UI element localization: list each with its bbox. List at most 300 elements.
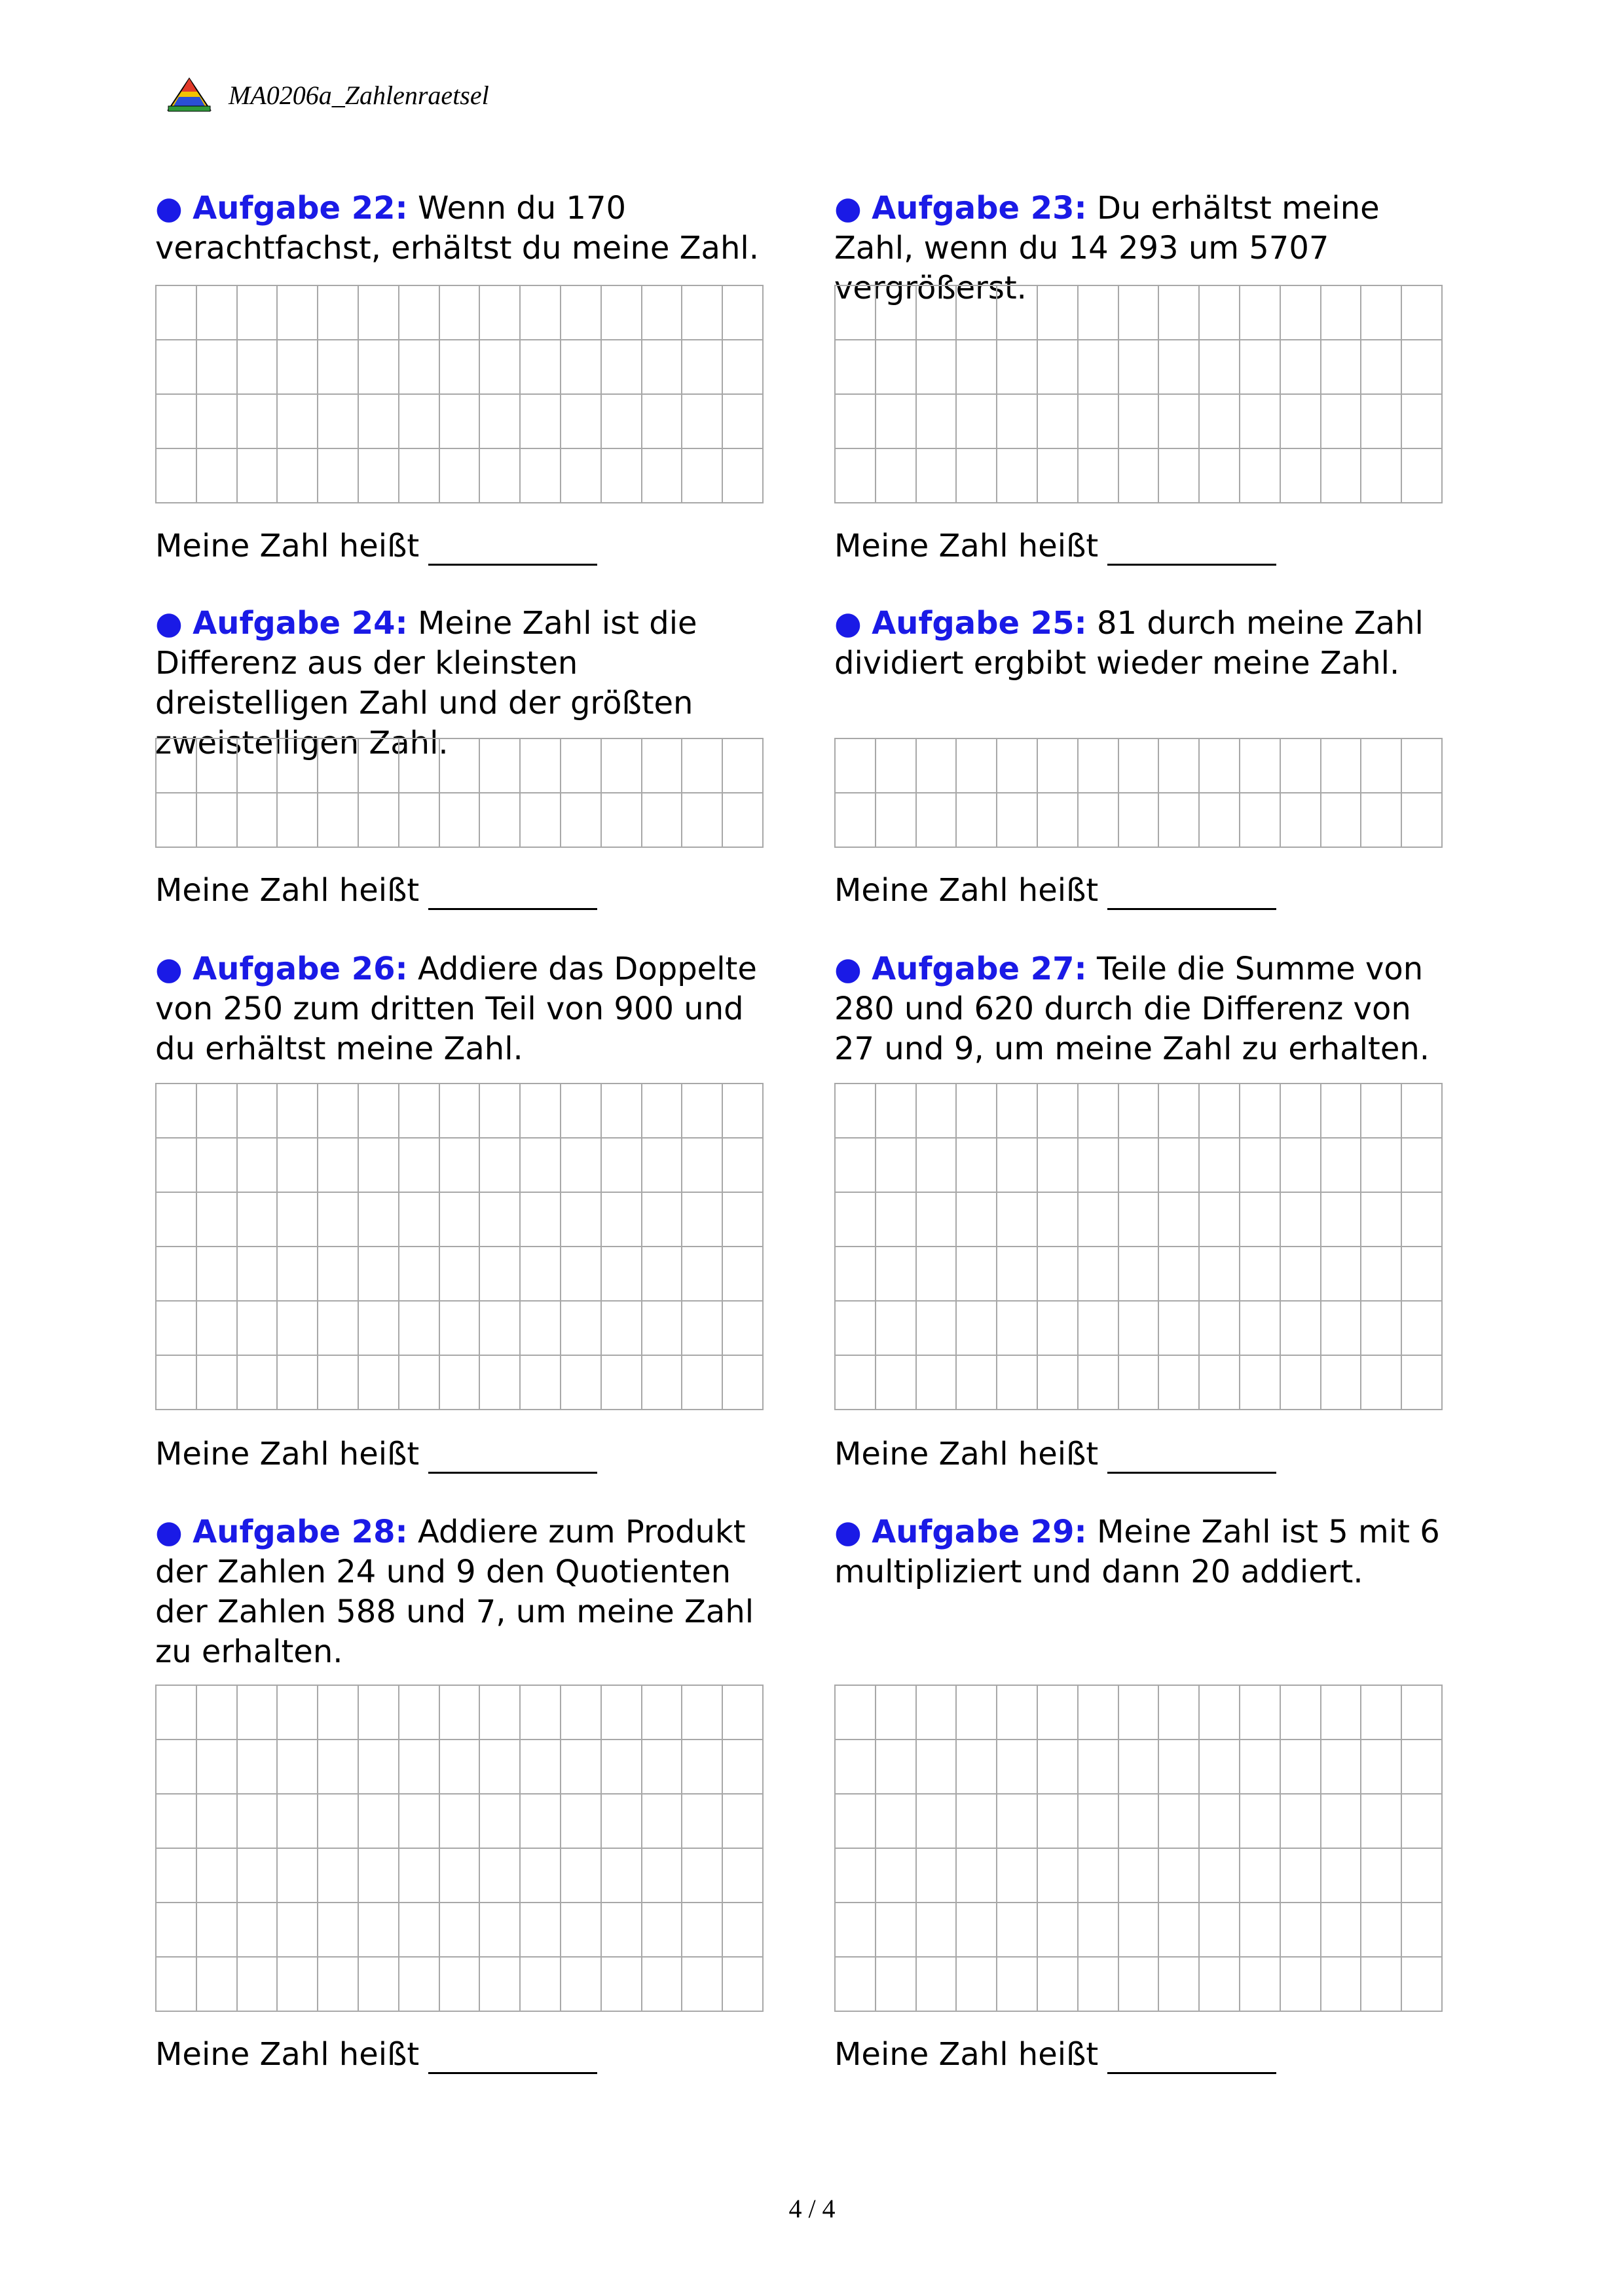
grid-cell[interactable] — [1321, 286, 1362, 340]
grid-cell[interactable] — [480, 1849, 521, 1903]
grid-cell[interactable] — [1281, 449, 1321, 503]
grid-cell[interactable] — [1079, 1302, 1119, 1356]
grid-cell[interactable] — [157, 1903, 197, 1958]
grid-cell[interactable] — [1361, 1795, 1402, 1849]
grid-cell[interactable] — [917, 395, 957, 449]
grid-cell[interactable] — [723, 1084, 764, 1139]
grid-cell[interactable] — [1038, 340, 1079, 395]
grid-cell[interactable] — [1240, 1686, 1281, 1740]
grid-cell[interactable] — [197, 1849, 238, 1903]
grid-cell[interactable] — [602, 1356, 642, 1410]
grid-cell[interactable] — [480, 1795, 521, 1849]
grid-cell[interactable] — [278, 449, 318, 503]
grid-cell[interactable] — [836, 1740, 876, 1795]
grid-cell[interactable] — [723, 1958, 764, 2012]
grid-cell[interactable] — [1119, 1958, 1160, 2012]
grid-cell[interactable] — [723, 1247, 764, 1302]
answer-grid-23[interactable] — [834, 285, 1443, 503]
grid-cell[interactable] — [1079, 340, 1119, 395]
grid-cell[interactable] — [1361, 1686, 1402, 1740]
grid-cell[interactable] — [997, 1795, 1038, 1849]
grid-cell[interactable] — [836, 1139, 876, 1193]
grid-cell[interactable] — [723, 1903, 764, 1958]
grid-cell[interactable] — [521, 449, 561, 503]
grid-cell[interactable] — [957, 793, 997, 848]
grid-cell[interactable] — [480, 1686, 521, 1740]
grid-cell[interactable] — [561, 449, 602, 503]
grid-cell[interactable] — [480, 1139, 521, 1193]
grid-cell[interactable] — [1361, 1356, 1402, 1410]
grid-cell[interactable] — [1079, 1686, 1119, 1740]
grid-cell[interactable] — [1119, 1193, 1160, 1247]
grid-cell[interactable] — [682, 340, 723, 395]
grid-cell[interactable] — [521, 1795, 561, 1849]
grid-cell[interactable] — [1321, 1193, 1362, 1247]
grid-cell[interactable] — [1159, 1356, 1200, 1410]
grid-cell[interactable] — [1402, 1740, 1443, 1795]
grid-cell[interactable] — [399, 1302, 440, 1356]
grid-cell[interactable] — [876, 1139, 917, 1193]
grid-cell[interactable] — [278, 1740, 318, 1795]
grid-cell[interactable] — [1402, 1849, 1443, 1903]
grid-cell[interactable] — [602, 1302, 642, 1356]
grid-cell[interactable] — [278, 1686, 318, 1740]
grid-cell[interactable] — [318, 1903, 359, 1958]
grid-cell[interactable] — [197, 1302, 238, 1356]
grid-cell[interactable] — [440, 1795, 481, 1849]
grid-cell[interactable] — [1038, 1084, 1079, 1139]
grid-cell[interactable] — [1240, 793, 1281, 848]
grid-cell[interactable] — [238, 739, 278, 793]
grid-cell[interactable] — [876, 1084, 917, 1139]
grid-cell[interactable] — [1200, 1193, 1240, 1247]
grid-cell[interactable] — [238, 1849, 278, 1903]
grid-cell[interactable] — [997, 739, 1038, 793]
grid-cell[interactable] — [1200, 340, 1240, 395]
grid-cell[interactable] — [521, 1686, 561, 1740]
grid-cell[interactable] — [238, 1302, 278, 1356]
grid-cell[interactable] — [917, 1849, 957, 1903]
grid-cell[interactable] — [399, 1958, 440, 2012]
grid-cell[interactable] — [836, 1356, 876, 1410]
grid-cell[interactable] — [1281, 1849, 1321, 1903]
grid-cell[interactable] — [836, 340, 876, 395]
grid-cell[interactable] — [1240, 739, 1281, 793]
grid-cell[interactable] — [642, 1356, 683, 1410]
grid-cell[interactable] — [642, 1903, 683, 1958]
grid-cell[interactable] — [1038, 1740, 1079, 1795]
grid-cell[interactable] — [197, 1795, 238, 1849]
grid-cell[interactable] — [997, 449, 1038, 503]
grid-cell[interactable] — [561, 1849, 602, 1903]
grid-cell[interactable] — [521, 1247, 561, 1302]
grid-cell[interactable] — [876, 286, 917, 340]
grid-cell[interactable] — [997, 1849, 1038, 1903]
grid-cell[interactable] — [440, 739, 481, 793]
grid-cell[interactable] — [1159, 1686, 1200, 1740]
grid-cell[interactable] — [642, 1740, 683, 1795]
grid-cell[interactable] — [157, 739, 197, 793]
grid-cell[interactable] — [1200, 1849, 1240, 1903]
grid-cell[interactable] — [1200, 1356, 1240, 1410]
grid-cell[interactable] — [561, 1302, 602, 1356]
grid-cell[interactable] — [957, 1903, 997, 1958]
grid-cell[interactable] — [917, 1958, 957, 2012]
grid-cell[interactable] — [723, 1795, 764, 1849]
grid-cell[interactable] — [1321, 340, 1362, 395]
grid-cell[interactable] — [642, 1139, 683, 1193]
grid-cell[interactable] — [1119, 793, 1160, 848]
grid-cell[interactable] — [480, 340, 521, 395]
grid-cell[interactable] — [1321, 793, 1362, 848]
grid-cell[interactable] — [917, 1139, 957, 1193]
grid-cell[interactable] — [1200, 1686, 1240, 1740]
grid-cell[interactable] — [1079, 793, 1119, 848]
grid-cell[interactable] — [1200, 1302, 1240, 1356]
grid-cell[interactable] — [1038, 1849, 1079, 1903]
grid-cell[interactable] — [1159, 1795, 1200, 1849]
grid-cell[interactable] — [1402, 1686, 1443, 1740]
grid-cell[interactable] — [1321, 1686, 1362, 1740]
grid-cell[interactable] — [359, 449, 399, 503]
grid-cell[interactable] — [682, 1795, 723, 1849]
grid-cell[interactable] — [917, 1740, 957, 1795]
grid-cell[interactable] — [561, 1193, 602, 1247]
grid-cell[interactable] — [1119, 449, 1160, 503]
grid-cell[interactable] — [1361, 739, 1402, 793]
grid-cell[interactable] — [318, 1302, 359, 1356]
grid-cell[interactable] — [1038, 1247, 1079, 1302]
grid-cell[interactable] — [1281, 1139, 1321, 1193]
grid-cell[interactable] — [682, 1302, 723, 1356]
grid-cell[interactable] — [642, 1247, 683, 1302]
grid-cell[interactable] — [521, 739, 561, 793]
grid-cell[interactable] — [197, 395, 238, 449]
grid-cell[interactable] — [561, 1903, 602, 1958]
answer-grid-22[interactable] — [155, 285, 764, 503]
grid-cell[interactable] — [836, 1247, 876, 1302]
grid-cell[interactable] — [480, 449, 521, 503]
grid-cell[interactable] — [1361, 1849, 1402, 1903]
grid-cell[interactable] — [238, 1795, 278, 1849]
grid-cell[interactable] — [1119, 395, 1160, 449]
grid-cell[interactable] — [602, 1958, 642, 2012]
grid-cell[interactable] — [917, 1084, 957, 1139]
grid-cell[interactable] — [1281, 286, 1321, 340]
grid-cell[interactable] — [1240, 449, 1281, 503]
grid-cell[interactable] — [157, 449, 197, 503]
grid-cell[interactable] — [278, 1795, 318, 1849]
grid-cell[interactable] — [1159, 449, 1200, 503]
grid-cell[interactable] — [917, 793, 957, 848]
grid-cell[interactable] — [521, 1903, 561, 1958]
grid-cell[interactable] — [1321, 1084, 1362, 1139]
grid-cell[interactable] — [1361, 449, 1402, 503]
grid-cell[interactable] — [876, 395, 917, 449]
grid-cell[interactable] — [1159, 1740, 1200, 1795]
grid-cell[interactable] — [602, 1849, 642, 1903]
grid-cell[interactable] — [1200, 739, 1240, 793]
grid-cell[interactable] — [1402, 1139, 1443, 1193]
grid-cell[interactable] — [997, 286, 1038, 340]
grid-cell[interactable] — [723, 1849, 764, 1903]
grid-cell[interactable] — [1038, 1958, 1079, 2012]
grid-cell[interactable] — [876, 1795, 917, 1849]
grid-cell[interactable] — [1402, 395, 1443, 449]
grid-cell[interactable] — [642, 1795, 683, 1849]
grid-cell[interactable] — [238, 1139, 278, 1193]
grid-cell[interactable] — [318, 1247, 359, 1302]
grid-cell[interactable] — [238, 449, 278, 503]
grid-cell[interactable] — [1159, 1849, 1200, 1903]
grid-cell[interactable] — [521, 793, 561, 848]
grid-cell[interactable] — [1200, 1247, 1240, 1302]
grid-cell[interactable] — [278, 1958, 318, 2012]
grid-cell[interactable] — [1281, 1084, 1321, 1139]
grid-cell[interactable] — [1200, 1084, 1240, 1139]
grid-cell[interactable] — [318, 1740, 359, 1795]
grid-cell[interactable] — [480, 1084, 521, 1139]
grid-cell[interactable] — [480, 286, 521, 340]
grid-cell[interactable] — [197, 1740, 238, 1795]
grid-cell[interactable] — [1079, 1903, 1119, 1958]
grid-cell[interactable] — [399, 1084, 440, 1139]
grid-cell[interactable] — [957, 395, 997, 449]
grid-cell[interactable] — [480, 793, 521, 848]
grid-cell[interactable] — [917, 1795, 957, 1849]
answer-grid-26[interactable] — [155, 1083, 764, 1410]
grid-cell[interactable] — [399, 739, 440, 793]
grid-cell[interactable] — [876, 1247, 917, 1302]
answer-blank[interactable] — [1107, 879, 1276, 910]
grid-cell[interactable] — [1079, 1795, 1119, 1849]
grid-cell[interactable] — [197, 1193, 238, 1247]
grid-cell[interactable] — [1240, 1795, 1281, 1849]
grid-cell[interactable] — [642, 1193, 683, 1247]
grid-cell[interactable] — [1240, 340, 1281, 395]
grid-cell[interactable] — [602, 1795, 642, 1849]
grid-cell[interactable] — [723, 1356, 764, 1410]
grid-cell[interactable] — [480, 1247, 521, 1302]
grid-cell[interactable] — [997, 1193, 1038, 1247]
grid-cell[interactable] — [1361, 1193, 1402, 1247]
grid-cell[interactable] — [997, 1740, 1038, 1795]
grid-cell[interactable] — [642, 793, 683, 848]
grid-cell[interactable] — [157, 1302, 197, 1356]
grid-cell[interactable] — [1240, 1903, 1281, 1958]
grid-cell[interactable] — [359, 1903, 399, 1958]
grid-cell[interactable] — [917, 1247, 957, 1302]
grid-cell[interactable] — [836, 395, 876, 449]
grid-cell[interactable] — [440, 449, 481, 503]
grid-cell[interactable] — [157, 1686, 197, 1740]
grid-cell[interactable] — [1240, 1084, 1281, 1139]
grid-cell[interactable] — [480, 1958, 521, 2012]
grid-cell[interactable] — [440, 1193, 481, 1247]
grid-cell[interactable] — [521, 1193, 561, 1247]
grid-cell[interactable] — [1038, 1302, 1079, 1356]
grid-cell[interactable] — [1402, 340, 1443, 395]
grid-cell[interactable] — [1321, 1139, 1362, 1193]
grid-cell[interactable] — [1281, 1193, 1321, 1247]
grid-cell[interactable] — [521, 286, 561, 340]
grid-cell[interactable] — [1321, 1849, 1362, 1903]
grid-cell[interactable] — [399, 1247, 440, 1302]
grid-cell[interactable] — [917, 1302, 957, 1356]
grid-cell[interactable] — [1321, 1795, 1362, 1849]
grid-cell[interactable] — [521, 1302, 561, 1356]
grid-cell[interactable] — [197, 1686, 238, 1740]
grid-cell[interactable] — [399, 395, 440, 449]
grid-cell[interactable] — [1281, 395, 1321, 449]
grid-cell[interactable] — [642, 286, 683, 340]
grid-cell[interactable] — [1079, 739, 1119, 793]
grid-cell[interactable] — [318, 1795, 359, 1849]
grid-cell[interactable] — [1361, 395, 1402, 449]
grid-cell[interactable] — [278, 1849, 318, 1903]
grid-cell[interactable] — [197, 793, 238, 848]
grid-cell[interactable] — [1240, 1139, 1281, 1193]
grid-cell[interactable] — [278, 1903, 318, 1958]
grid-cell[interactable] — [917, 286, 957, 340]
grid-cell[interactable] — [318, 1084, 359, 1139]
grid-cell[interactable] — [399, 1139, 440, 1193]
grid-cell[interactable] — [318, 1958, 359, 2012]
grid-cell[interactable] — [957, 1193, 997, 1247]
grid-cell[interactable] — [602, 449, 642, 503]
grid-cell[interactable] — [997, 1139, 1038, 1193]
grid-cell[interactable] — [723, 286, 764, 340]
grid-cell[interactable] — [642, 449, 683, 503]
grid-cell[interactable] — [1402, 1084, 1443, 1139]
answer-blank[interactable] — [428, 879, 597, 910]
grid-cell[interactable] — [238, 286, 278, 340]
grid-cell[interactable] — [1321, 1302, 1362, 1356]
answer-grid-29[interactable] — [834, 1685, 1443, 2012]
grid-cell[interactable] — [197, 739, 238, 793]
grid-cell[interactable] — [836, 1958, 876, 2012]
grid-cell[interactable] — [1321, 1356, 1362, 1410]
grid-cell[interactable] — [602, 1740, 642, 1795]
grid-cell[interactable] — [238, 1740, 278, 1795]
grid-cell[interactable] — [1079, 1084, 1119, 1139]
grid-cell[interactable] — [399, 1356, 440, 1410]
grid-cell[interactable] — [1281, 1247, 1321, 1302]
grid-cell[interactable] — [997, 1958, 1038, 2012]
grid-cell[interactable] — [642, 1686, 683, 1740]
grid-cell[interactable] — [1119, 1686, 1160, 1740]
grid-cell[interactable] — [682, 1247, 723, 1302]
grid-cell[interactable] — [1321, 449, 1362, 503]
grid-cell[interactable] — [836, 1849, 876, 1903]
grid-cell[interactable] — [1361, 1247, 1402, 1302]
grid-cell[interactable] — [1038, 1193, 1079, 1247]
grid-cell[interactable] — [521, 1356, 561, 1410]
grid-cell[interactable] — [521, 1084, 561, 1139]
grid-cell[interactable] — [318, 1686, 359, 1740]
grid-cell[interactable] — [723, 449, 764, 503]
grid-cell[interactable] — [359, 1193, 399, 1247]
grid-cell[interactable] — [238, 1356, 278, 1410]
grid-cell[interactable] — [1402, 739, 1443, 793]
grid-cell[interactable] — [197, 286, 238, 340]
grid-cell[interactable] — [278, 1084, 318, 1139]
grid-cell[interactable] — [682, 286, 723, 340]
grid-cell[interactable] — [197, 1139, 238, 1193]
grid-cell[interactable] — [399, 1795, 440, 1849]
grid-cell[interactable] — [723, 739, 764, 793]
grid-cell[interactable] — [682, 395, 723, 449]
grid-cell[interactable] — [561, 395, 602, 449]
grid-cell[interactable] — [1402, 449, 1443, 503]
grid-cell[interactable] — [157, 1139, 197, 1193]
grid-cell[interactable] — [440, 1849, 481, 1903]
grid-cell[interactable] — [1402, 1193, 1443, 1247]
grid-cell[interactable] — [1079, 449, 1119, 503]
grid-cell[interactable] — [957, 1686, 997, 1740]
grid-cell[interactable] — [480, 1356, 521, 1410]
grid-cell[interactable] — [1079, 1356, 1119, 1410]
grid-cell[interactable] — [1038, 1686, 1079, 1740]
grid-cell[interactable] — [1119, 340, 1160, 395]
grid-cell[interactable] — [197, 340, 238, 395]
grid-cell[interactable] — [238, 1686, 278, 1740]
grid-cell[interactable] — [957, 1740, 997, 1795]
grid-cell[interactable] — [480, 1193, 521, 1247]
grid-cell[interactable] — [1119, 1795, 1160, 1849]
grid-cell[interactable] — [836, 449, 876, 503]
grid-cell[interactable] — [1281, 1795, 1321, 1849]
grid-cell[interactable] — [278, 1247, 318, 1302]
grid-cell[interactable] — [957, 1139, 997, 1193]
grid-cell[interactable] — [359, 1139, 399, 1193]
grid-cell[interactable] — [238, 1084, 278, 1139]
grid-cell[interactable] — [359, 1247, 399, 1302]
grid-cell[interactable] — [957, 1302, 997, 1356]
grid-cell[interactable] — [278, 1193, 318, 1247]
grid-cell[interactable] — [278, 395, 318, 449]
grid-cell[interactable] — [157, 395, 197, 449]
grid-cell[interactable] — [723, 1740, 764, 1795]
grid-cell[interactable] — [359, 1356, 399, 1410]
grid-cell[interactable] — [359, 793, 399, 848]
grid-cell[interactable] — [521, 1958, 561, 2012]
grid-cell[interactable] — [876, 1193, 917, 1247]
answer-blank[interactable] — [428, 2043, 597, 2074]
grid-cell[interactable] — [278, 1356, 318, 1410]
grid-cell[interactable] — [157, 340, 197, 395]
grid-cell[interactable] — [957, 286, 997, 340]
grid-cell[interactable] — [157, 1740, 197, 1795]
grid-cell[interactable] — [1240, 1193, 1281, 1247]
grid-cell[interactable] — [602, 739, 642, 793]
grid-cell[interactable] — [1361, 1958, 1402, 2012]
grid-cell[interactable] — [682, 1084, 723, 1139]
grid-cell[interactable] — [682, 793, 723, 848]
grid-cell[interactable] — [1079, 1247, 1119, 1302]
grid-cell[interactable] — [917, 1903, 957, 1958]
grid-cell[interactable] — [1119, 1247, 1160, 1302]
grid-cell[interactable] — [723, 340, 764, 395]
grid-cell[interactable] — [1281, 1740, 1321, 1795]
grid-cell[interactable] — [602, 1084, 642, 1139]
grid-cell[interactable] — [836, 1302, 876, 1356]
grid-cell[interactable] — [480, 395, 521, 449]
grid-cell[interactable] — [1200, 395, 1240, 449]
answer-grid-28[interactable] — [155, 1685, 764, 2012]
grid-cell[interactable] — [682, 449, 723, 503]
grid-cell[interactable] — [440, 1084, 481, 1139]
